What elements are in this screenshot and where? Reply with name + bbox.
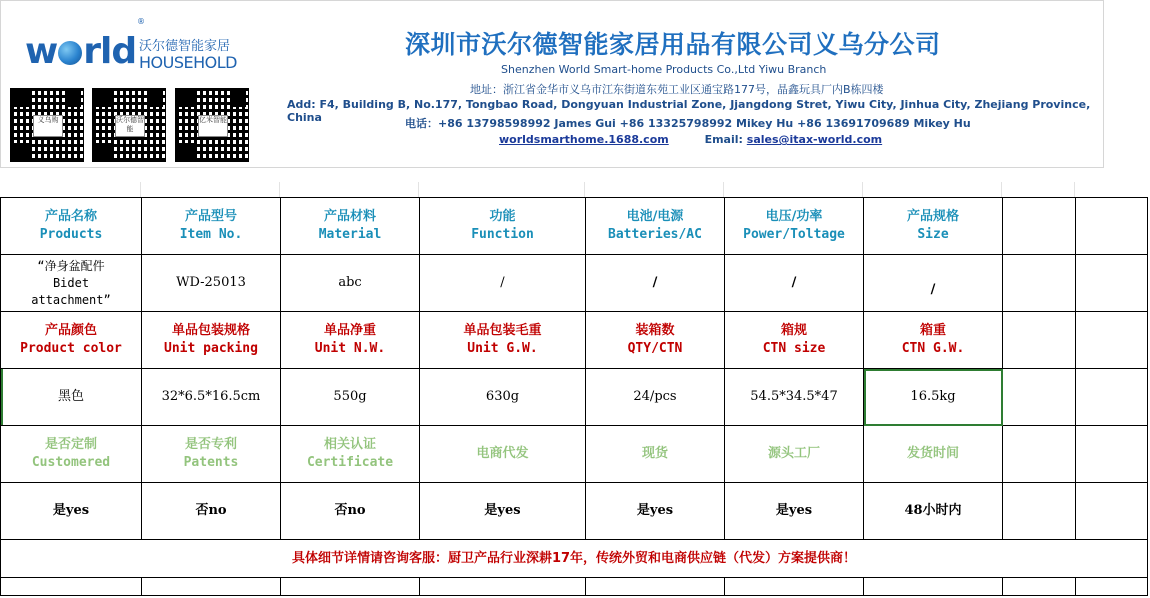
empty-cell[interactable] — [1076, 255, 1148, 312]
company-name-english: Shenzhen World Smart-home Products Co.,Ltd Yiwu Branch — [501, 63, 827, 76]
empty-cell[interactable] — [281, 578, 420, 596]
cell-item-no[interactable]: WD-25013 — [142, 255, 281, 312]
qr-label: 亿米智能 — [198, 115, 228, 137]
empty-cell[interactable] — [1076, 312, 1148, 369]
empty-cell[interactable] — [1076, 198, 1148, 255]
cell-material[interactable]: abc — [281, 255, 420, 312]
phone-numbers: 电话：+86 13798598992 James Gui +86 13325798992 Mikey Hu +86 13691709689 Mikey Hu — [405, 117, 971, 130]
cell-function[interactable]: / — [420, 255, 586, 312]
header-item-no[interactable]: 产品型号 Item No. — [142, 198, 281, 255]
header-unit-nw[interactable]: 单品净重 Unit N.W. — [281, 312, 420, 369]
header-dropship[interactable]: 电商代发 — [420, 426, 586, 483]
header-factory[interactable]: 源头工厂 — [725, 426, 864, 483]
header-function[interactable]: 功能 Function — [420, 198, 586, 255]
table-row — [1, 255, 1148, 312]
cell-product-name[interactable]: “净身盆配件 Bidet attachment” — [1, 255, 142, 312]
header-in-stock[interactable]: 现货 — [586, 426, 725, 483]
service-note[interactable]: 具体细节详情请咨询客服：厨卫产品行业深耕17年，传统外贸和电商供应链（代发）方案提供商！ — [1, 540, 1148, 578]
header-customized[interactable]: 是否定制 Customered — [1, 426, 142, 483]
address-chinese: 地址：浙江省金华市义乌市江东街道东苑工业区通宝路177号，晶鑫玩具厂内B栋四楼 — [470, 83, 884, 96]
email-label: Email: — [704, 133, 743, 146]
logo-english-name: HOUSEHOLD — [139, 53, 237, 72]
company-logo — [7, 9, 253, 85]
company-name-chinese: 深圳市沃尔德智能家居用品有限公司义乌分公司 — [405, 30, 941, 59]
cell-factory[interactable]: 是yes — [725, 483, 864, 540]
cell-size[interactable]: / — [864, 255, 1003, 312]
cell-ctn-gw-selected[interactable]: 16.5kg — [864, 369, 1003, 426]
cell-batteries[interactable]: / — [586, 255, 725, 312]
cell-power[interactable]: / — [725, 255, 864, 312]
globe-icon — [58, 41, 82, 65]
header-batteries[interactable]: 电池/电源 Batteries/AC — [586, 198, 725, 255]
qr-code-icon — [93, 89, 165, 161]
address-english: Add: F4, Building B, No.177, Tongbao Road, Dongyuan Industrial Zone, Jjangdong Stret, Yiwu City, Jinhua City, Zhejiang Province, China — [287, 98, 1091, 124]
registered-mark: ® — [137, 17, 145, 26]
header-delivery-time[interactable]: 发货时间 — [864, 426, 1003, 483]
empty-cell[interactable] — [1076, 369, 1148, 426]
sheet-gridlines — [0, 168, 1146, 198]
cell-unit-packing[interactable]: 32*6.5*16.5cm — [142, 369, 281, 426]
email-link[interactable]: sales@itax-world.com — [746, 133, 883, 146]
empty-cell[interactable] — [1076, 426, 1148, 483]
cell-qty-ctn[interactable]: 24/pcs — [586, 369, 725, 426]
empty-cell[interactable] — [1076, 578, 1148, 596]
table-row — [1, 483, 1148, 540]
header-unit-packing[interactable]: 单品包装规格 Unit packing — [142, 312, 281, 369]
qr-label: 沃尔德智能 — [115, 115, 145, 137]
header-ctn-size[interactable]: 箱规 CTN size — [725, 312, 864, 369]
cell-customized[interactable]: 是yes — [1, 483, 142, 540]
cell-unit-gw[interactable]: 630g — [420, 369, 586, 426]
empty-cell[interactable] — [1003, 578, 1076, 596]
cell-delivery-time[interactable]: 48小时内 — [864, 483, 1003, 540]
empty-cell[interactable] — [1003, 369, 1076, 426]
cell-in-stock[interactable]: 是yes — [586, 483, 725, 540]
cell-certificate[interactable]: 否no — [281, 483, 420, 540]
header-unit-gw[interactable]: 单品包装毛重 Unit G.W. — [420, 312, 586, 369]
table-row — [1, 578, 1148, 596]
header-power[interactable]: 电压/功率 Power/Toltage — [725, 198, 864, 255]
table-row — [1, 198, 1148, 255]
header-qty-ctn[interactable]: 装箱数 QTY/CTN — [586, 312, 725, 369]
empty-cell[interactable] — [1003, 483, 1076, 540]
qr-code-icon — [11, 89, 83, 161]
header-ctn-gw[interactable]: 箱重 CTN G.W. — [864, 312, 1003, 369]
empty-cell[interactable] — [1, 578, 142, 596]
table-row — [1, 369, 1148, 426]
product-spec-table — [0, 197, 1148, 596]
empty-cell[interactable] — [864, 578, 1003, 596]
header-patents[interactable]: 是否专利 Patents — [142, 426, 281, 483]
empty-cell[interactable] — [420, 578, 586, 596]
company-banner — [0, 0, 1104, 168]
qr-label: 义乌购 — [33, 115, 63, 137]
table-row — [1, 540, 1148, 578]
empty-cell[interactable] — [1003, 426, 1076, 483]
empty-cell[interactable] — [1003, 198, 1076, 255]
website-link[interactable]: worldsmarthome.1688.com — [499, 133, 669, 146]
cell-patents[interactable]: 否no — [142, 483, 281, 540]
logo-wordmark: w rld — [25, 31, 137, 72]
header-certificate[interactable]: 相关认证 Certificate — [281, 426, 420, 483]
empty-cell[interactable] — [1003, 312, 1076, 369]
cell-unit-nw[interactable]: 550g — [281, 369, 420, 426]
empty-cell[interactable] — [1076, 483, 1148, 540]
table-row — [1, 426, 1148, 483]
header-material[interactable]: 产品材料 Material — [281, 198, 420, 255]
header-product-color[interactable]: 产品颜色 Product color — [1, 312, 142, 369]
header-products[interactable]: 产品名称 Products — [1, 198, 142, 255]
header-size[interactable]: 产品规格 Size — [864, 198, 1003, 255]
qr-code-icon — [176, 89, 248, 161]
contact-links — [499, 133, 882, 146]
table-row — [1, 312, 1148, 369]
cell-dropship[interactable]: 是yes — [420, 483, 586, 540]
empty-cell[interactable] — [586, 578, 725, 596]
empty-cell[interactable] — [725, 578, 864, 596]
cell-ctn-size[interactable]: 54.5*34.5*47 — [725, 369, 864, 426]
empty-cell[interactable] — [1003, 255, 1076, 312]
empty-cell[interactable] — [142, 578, 281, 596]
cell-color[interactable]: 黑色 — [1, 369, 142, 426]
logo-chinese-name: 沃尔德智能家居 — [139, 39, 231, 54]
